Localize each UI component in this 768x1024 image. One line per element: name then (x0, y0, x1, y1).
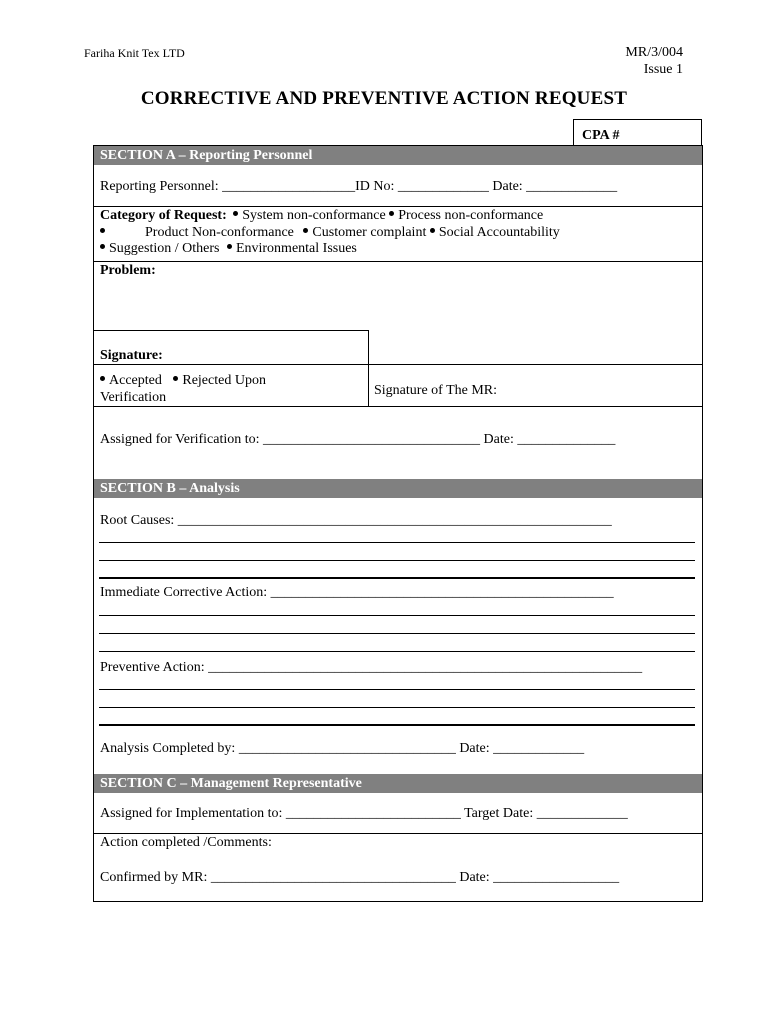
form-title: CORRECTIVE AND PREVENTIVE ACTION REQUEST (140, 88, 628, 109)
divider (368, 330, 369, 406)
divider (94, 364, 702, 365)
category-row-3 (100, 240, 357, 257)
category-system[interactable]: System non-conformance (242, 208, 386, 223)
blank-line[interactable] (99, 689, 695, 690)
blank-line[interactable] (99, 615, 695, 616)
category-process[interactable]: Process non-conformance (398, 208, 544, 223)
issue-number: Issue 1 (643, 62, 683, 77)
bullet-icon (100, 244, 105, 249)
problem-label: Problem: (100, 263, 156, 278)
blank-line[interactable] (99, 707, 695, 708)
category-product[interactable]: Product Non-conformance (145, 225, 294, 240)
bullet-icon (233, 211, 238, 216)
category-label: Category of Request: (100, 208, 227, 223)
mr-signature-label[interactable]: Signature of The MR: (374, 383, 498, 398)
document-number-block (625, 44, 683, 78)
blank-line[interactable] (99, 724, 695, 726)
document-number: MR/3/004 (625, 45, 683, 60)
action-completed-label[interactable]: Action completed /Comments: (100, 835, 272, 850)
section-c-header: SECTION C – Management Representative (94, 774, 702, 793)
rejected-option[interactable]: Rejected Upon (182, 373, 266, 388)
assigned-implementation-line[interactable]: Assigned for Implementation to: _________________________ Target Date: _____________ (100, 806, 628, 821)
blank-line[interactable] (99, 577, 695, 579)
category-row-1 (100, 207, 543, 224)
bullet-icon (430, 228, 435, 233)
category-row-2 (100, 224, 560, 241)
confirmed-by-line[interactable]: Confirmed by MR: ___________________________________ Date: __________________ (100, 870, 620, 885)
bullet-icon (100, 228, 105, 233)
cpa-label: CPA # (582, 128, 620, 143)
preventive-action-line[interactable]: Preventive Action: ______________________________________________________________ (100, 660, 643, 675)
bullet-icon (227, 244, 232, 249)
root-causes-line[interactable]: Root Causes: ______________________________________________________________ (100, 513, 612, 528)
bullet-icon (303, 228, 308, 233)
cpa-number-box[interactable] (573, 119, 702, 145)
blank-line[interactable] (99, 633, 695, 634)
blank-line[interactable] (99, 560, 695, 561)
verification-result (100, 372, 266, 389)
analysis-completed-line[interactable]: Analysis Completed by: _______________________________ Date: _____________ (100, 741, 585, 756)
category-environmental[interactable]: Environmental Issues (235, 241, 357, 256)
category-suggestion[interactable]: Suggestion / Others (109, 241, 220, 256)
blank-line[interactable] (99, 651, 695, 652)
section-a-header: SECTION A – Reporting Personnel (94, 146, 702, 165)
immediate-action-line[interactable]: Immediate Corrective Action: _________________________________________________ (100, 585, 614, 600)
signature-label: Signature: (100, 348, 163, 363)
category-social[interactable]: Social Accountability (438, 225, 560, 240)
reporting-personnel-line[interactable]: Reporting Personnel: ___________________ID No: _____________ Date: _____________ (100, 179, 618, 194)
assigned-verification-line[interactable]: Assigned for Verification to: _______________________________ Date: ______________ (100, 432, 616, 447)
divider (94, 330, 368, 331)
company-name: Fariha Knit Tex LTD (84, 46, 185, 60)
capa-form (93, 145, 703, 902)
blank-line[interactable] (99, 542, 695, 543)
bullet-icon (173, 376, 178, 381)
accepted-option[interactable]: Accepted (109, 373, 162, 388)
section-b-header: SECTION B – Analysis (94, 479, 702, 498)
category-customer[interactable]: Customer complaint (312, 225, 427, 240)
bullet-icon (100, 376, 105, 381)
verification-label: Verification (100, 390, 167, 405)
divider (94, 261, 702, 262)
bullet-icon (389, 211, 394, 216)
divider (94, 406, 702, 407)
